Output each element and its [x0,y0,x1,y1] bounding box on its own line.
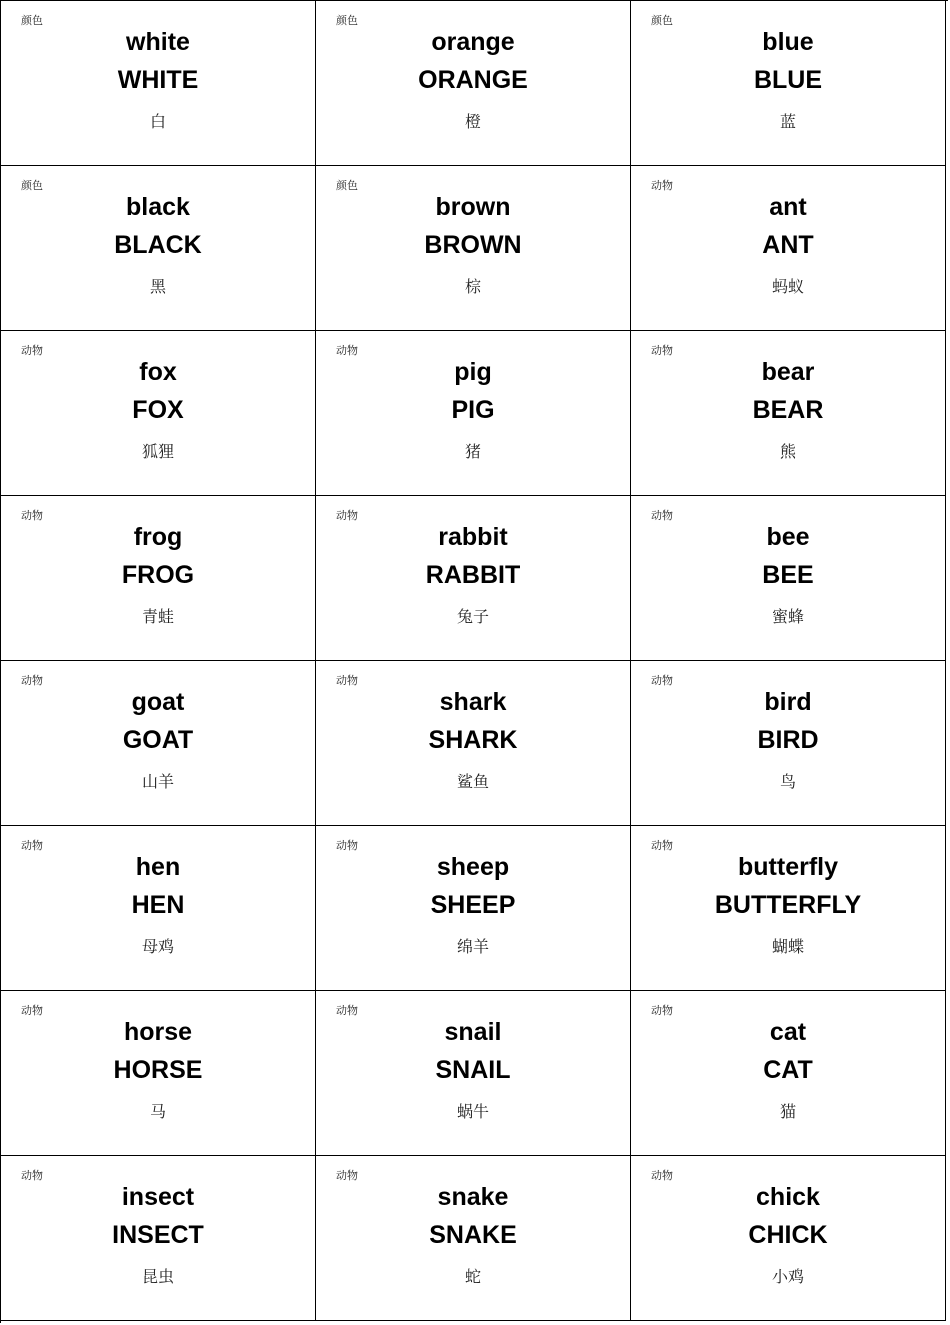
card-word-uppercase: HORSE [113,1056,203,1084]
card-word-uppercase: BUTTERFLY [714,891,862,919]
flashcard [1,1156,316,1321]
card-word-uppercase: BLUE [753,66,823,94]
flashcard [1,166,316,331]
card-chinese-meaning: 兔子 [456,607,489,626]
card-word-lowercase: rabbit [438,523,508,551]
card-category: 动物 [21,1004,43,1017]
card-word-uppercase: BIRD [757,726,819,754]
card-word-lowercase: orange [431,28,515,56]
card-chinese-meaning: 绵羊 [456,937,489,956]
flashcard [1,826,316,991]
card-category: 动物 [21,1169,43,1182]
card-word-lowercase: white [126,28,190,56]
card-word-lowercase: bee [766,523,810,551]
card-chinese-meaning: 蝴蝶 [771,937,804,956]
card-category: 动物 [651,1004,673,1017]
card-word-uppercase: CHICK [748,1221,828,1249]
card-chinese-meaning: 狐狸 [141,442,174,461]
flashcard [316,661,631,826]
card-word-lowercase: sheep [436,853,510,881]
flashcard [631,496,946,661]
flashcard [316,496,631,661]
card-category: 动物 [21,674,43,687]
card-word-lowercase: hen [135,853,181,881]
card-chinese-meaning: 熊 [779,442,796,461]
card-word-uppercase: BROWN [424,231,522,259]
card-category: 动物 [21,509,43,522]
card-chinese-meaning: 山羊 [141,772,174,791]
card-chinese-meaning: 蜗牛 [456,1102,489,1121]
card-chinese-meaning: 猫 [779,1102,796,1121]
card-category: 颜色 [651,14,673,27]
card-word-uppercase: PIG [451,396,495,424]
card-category: 动物 [651,344,673,357]
card-category: 动物 [336,674,358,687]
card-category: 颜色 [21,179,43,192]
card-category: 动物 [336,1169,358,1182]
card-word-lowercase: butterfly [738,853,838,881]
card-word-lowercase: shark [439,688,507,716]
card-chinese-meaning: 蛇 [464,1267,481,1286]
card-word-lowercase: snake [437,1183,509,1211]
flashcard [631,1156,946,1321]
card-category: 动物 [651,839,673,852]
card-word-uppercase: ORANGE [418,66,528,94]
card-word-lowercase: bear [761,358,815,386]
card-word-uppercase: HEN [131,891,185,919]
card-chinese-meaning: 小鸡 [771,1267,804,1286]
card-word-lowercase: insect [121,1183,195,1211]
card-category: 颜色 [21,14,43,27]
card-word-uppercase: INSECT [112,1221,204,1249]
card-word-lowercase: goat [131,688,185,716]
card-word-uppercase: BLACK [114,231,202,259]
flashcard [631,826,946,991]
flashcard [316,826,631,991]
card-chinese-meaning: 棕 [464,277,481,296]
card-category: 动物 [21,344,43,357]
flashcard [631,991,946,1156]
card-chinese-meaning: 鲨鱼 [456,772,489,791]
card-word-uppercase: BEE [762,561,814,589]
flashcard [1,331,316,496]
card-word-uppercase: RABBIT [425,561,521,589]
flashcard [1,496,316,661]
card-word-lowercase: fox [139,358,177,386]
card-chinese-meaning: 昆虫 [141,1267,174,1286]
card-word-uppercase: WHITE [117,66,199,94]
card-chinese-meaning: 猪 [464,442,481,461]
flashcard [316,166,631,331]
card-word-lowercase: snail [444,1018,502,1046]
card-word-lowercase: cat [769,1018,807,1046]
card-word-lowercase: ant [769,193,807,221]
card-word-uppercase: SNAKE [429,1221,517,1249]
flashcard [316,991,631,1156]
card-category: 动物 [336,839,358,852]
card-chinese-meaning: 蜜蜂 [771,607,804,626]
card-word-lowercase: frog [133,523,183,551]
card-category: 动物 [651,509,673,522]
card-chinese-meaning: 蓝 [779,112,796,131]
card-word-uppercase: ANT [762,231,814,259]
card-chinese-meaning: 马 [149,1102,166,1121]
card-chinese-meaning: 鸟 [779,772,796,791]
card-word-lowercase: brown [435,193,511,221]
card-word-lowercase: chick [756,1183,820,1211]
flashcard [631,661,946,826]
card-word-lowercase: blue [762,28,814,56]
card-chinese-meaning: 黑 [149,277,166,296]
flashcard [1,991,316,1156]
card-category: 动物 [651,674,673,687]
card-chinese-meaning: 青蛙 [141,607,174,626]
flashcard [1,661,316,826]
card-chinese-meaning: 白 [149,112,166,131]
card-word-uppercase: FROG [121,561,195,589]
card-category: 动物 [336,344,358,357]
card-chinese-meaning: 母鸡 [141,937,174,956]
card-word-lowercase: pig [454,358,492,386]
card-word-uppercase: SHARK [428,726,518,754]
card-word-uppercase: GOAT [122,726,194,754]
card-word-uppercase: CAT [763,1056,813,1084]
card-word-lowercase: black [126,193,190,221]
card-category: 颜色 [336,179,358,192]
card-category: 动物 [21,839,43,852]
card-word-uppercase: SHEEP [430,891,516,919]
card-word-uppercase: BEAR [752,396,824,424]
card-word-uppercase: FOX [132,396,184,424]
card-word-lowercase: horse [123,1018,193,1046]
card-category: 动物 [651,179,673,192]
flashcard [316,331,631,496]
flashcard [316,1156,631,1321]
flashcard [631,166,946,331]
card-category: 动物 [336,1004,358,1017]
flashcard [316,1,631,166]
card-category: 动物 [336,509,358,522]
flashcard [1,1,316,166]
card-word-lowercase: bird [764,688,812,716]
card-chinese-meaning: 橙 [464,112,481,131]
card-category: 动物 [651,1169,673,1182]
flashcard [631,331,946,496]
flashcard [631,1,946,166]
card-category: 颜色 [336,14,358,27]
card-word-uppercase: SNAIL [435,1056,511,1084]
card-chinese-meaning: 蚂蚁 [771,277,804,296]
